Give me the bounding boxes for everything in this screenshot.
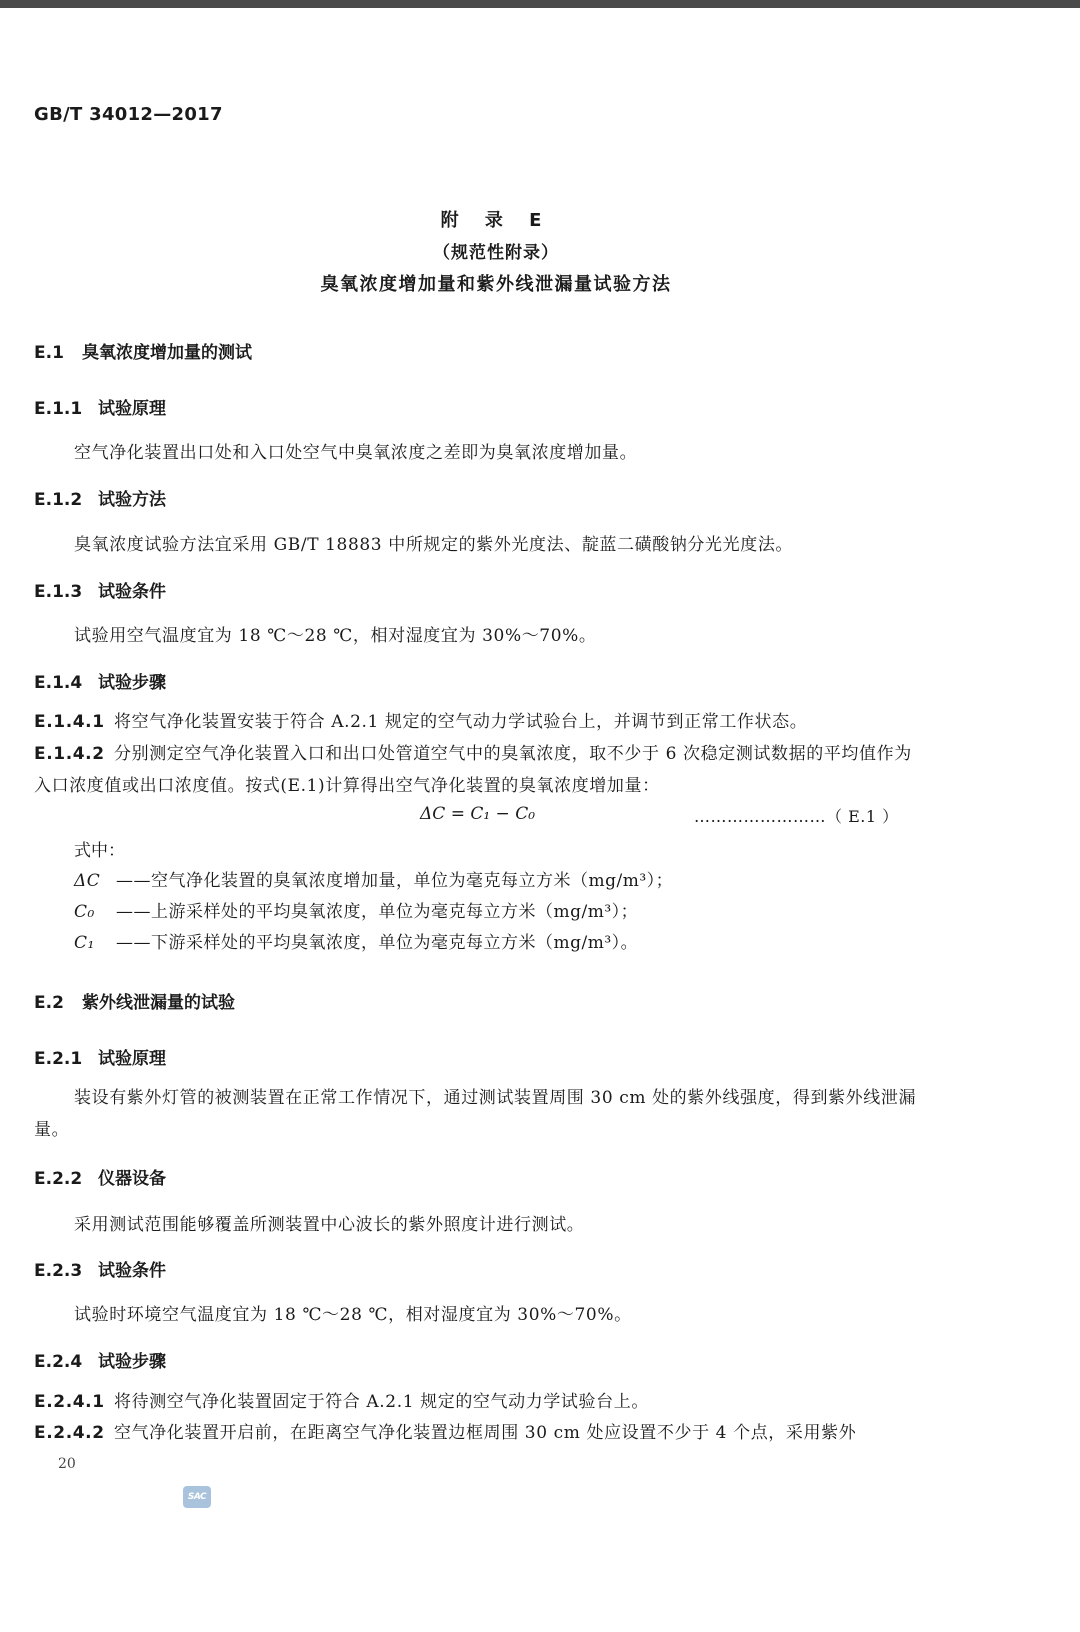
formula-e1: ΔC = C₁ − C₀ xyxy=(420,804,536,824)
step-number: E.2.4.1 xyxy=(34,1392,105,1412)
definition-text: ——上游采样处的平均臭氧浓度，单位为毫克每立方米（mg/m³）； xyxy=(116,902,639,922)
section-number: E.2.4 xyxy=(34,1352,83,1372)
section-e1-1-text: 空气净化装置出口处和入口处空气中臭氧浓度之差即为臭氧浓度增加量。 xyxy=(74,443,638,463)
section-title: 试验原理 xyxy=(98,1049,166,1069)
formula-reference: ……………………（ E.1 ） xyxy=(694,807,899,826)
section-e1-3-heading xyxy=(34,577,166,602)
definition-item xyxy=(74,928,638,953)
step-text: 将空气净化装置安装于符合 A.2.1 规定的空气动力学试验台上，并调节到正常工作状态。 xyxy=(114,712,808,732)
annex-title: 臭氧浓度增加量和紫外线泄漏量试验方法 xyxy=(320,274,672,295)
standard-number: GB/T 34012—2017 xyxy=(34,104,223,125)
section-title: 试验方法 xyxy=(98,490,166,510)
section-e1-2-heading xyxy=(34,485,166,510)
where-label: 式中： xyxy=(74,841,125,861)
section-title: 臭氧浓度增加量的测试 xyxy=(82,343,252,363)
section-e2-heading xyxy=(34,988,235,1013)
definition-symbol: ΔC xyxy=(74,871,101,891)
section-e1-4-heading xyxy=(34,668,166,693)
step-number: E.1.4.1 xyxy=(34,712,105,732)
step-e1-4-2 xyxy=(34,738,924,802)
section-e2-2-text: 采用测试范围能够覆盖所测装置中心波长的紫外照度计进行测试。 xyxy=(74,1215,585,1235)
section-number: E.1 xyxy=(34,343,64,363)
section-e2-3-text: 试验时环境空气温度宜为 18 ℃～28 ℃，相对湿度宜为 30%～70%。 xyxy=(74,1305,632,1325)
section-e1-2-text: 臭氧浓度试验方法宜采用 GB/T 18883 中所规定的紫外光度法、靛蓝二磺酸钠分光光度法。 xyxy=(74,535,794,555)
step-number: E.2.4.2 xyxy=(34,1423,105,1443)
definition-text: ——下游采样处的平均臭氧浓度，单位为毫克每立方米（mg/m³）。 xyxy=(116,933,639,953)
section-e1-1-heading xyxy=(34,394,166,419)
section-title: 试验原理 xyxy=(98,399,166,419)
page-number: 20 xyxy=(58,1456,76,1472)
step-text: 将待测空气净化装置固定于符合 A.2.1 规定的空气动力学试验台上。 xyxy=(114,1392,649,1412)
section-title: 试验条件 xyxy=(98,582,166,602)
section-number: E.2 xyxy=(34,993,64,1013)
section-e2-4-heading xyxy=(34,1347,166,1372)
step-number: E.1.4.2 xyxy=(34,744,105,764)
section-e2-3-heading xyxy=(34,1256,166,1281)
step-text: 空气净化装置开启前，在距离空气净化装置边框周围 30 cm 处应设置不少于 4 个点，采用紫外 xyxy=(114,1423,857,1443)
section-title: 紫外线泄漏量的试验 xyxy=(82,993,235,1013)
step-text: 分别测定空气净化装置入口和出口处管道空气中的臭氧浓度，取不少于 6 次稳定测试数据的平均值作为入口浓度值或出口浓度值。按式(E.1)计算得出空气净化装置的臭氧浓度增加量： xyxy=(34,744,912,796)
section-title: 试验条件 xyxy=(98,1261,166,1281)
definition-symbol: C₀ xyxy=(74,902,95,922)
annex-normative-label: （规范性附录） xyxy=(433,243,559,263)
section-e1-heading xyxy=(34,338,252,363)
section-e2-1-heading xyxy=(34,1044,166,1069)
section-number: E.1.4 xyxy=(34,673,83,693)
section-e1-3-text: 试验用空气温度宜为 18 ℃～28 ℃，相对湿度宜为 30%～70%。 xyxy=(74,626,597,646)
section-title: 试验步骤 xyxy=(98,1352,166,1372)
section-number: E.1.2 xyxy=(34,490,83,510)
definition-text: ——空气净化装置的臭氧浓度增加量，单位为毫克每立方米（mg/m³）； xyxy=(116,871,674,891)
section-number: E.1.3 xyxy=(34,582,83,602)
section-number: E.2.3 xyxy=(34,1261,83,1281)
step-e1-4-1 xyxy=(34,706,924,738)
step-e2-4-1 xyxy=(34,1386,924,1418)
section-number: E.2.1 xyxy=(34,1049,83,1069)
definition-symbol: C₁ xyxy=(74,933,95,953)
definition-item xyxy=(74,897,638,922)
section-e2-2-heading xyxy=(34,1164,166,1189)
definition-item xyxy=(74,866,673,891)
section-number: E.1.1 xyxy=(34,399,83,419)
section-e2-1-text: 装设有紫外灯管的被测装置在正常工作情况下，通过测试装置周围 30 cm 处的紫外线强度，得到紫外线泄漏量。 xyxy=(34,1088,917,1140)
step-e2-4-2 xyxy=(34,1417,924,1449)
section-number: E.2.2 xyxy=(34,1169,83,1189)
sac-logo: SAC xyxy=(183,1486,211,1508)
annex-heading: 附 录 E xyxy=(440,210,552,231)
section-title: 试验步骤 xyxy=(98,673,166,693)
section-title: 仪器设备 xyxy=(98,1169,166,1189)
